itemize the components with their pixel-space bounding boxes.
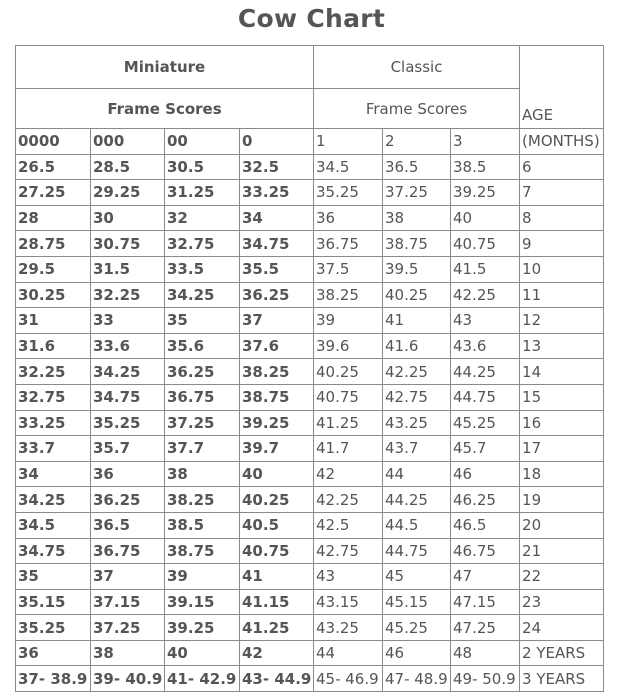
miniature-frame-scores-header: Frame Scores (16, 89, 314, 129)
frame-score-cell: 36.75 (91, 538, 165, 564)
frame-score-cell: 33 (91, 308, 165, 334)
frame-score-cell: 48 (451, 640, 520, 666)
cow-chart-table (15, 45, 604, 692)
frame-score-cell: 49- 50.9 (451, 666, 520, 692)
age-cell: 23 (520, 589, 604, 615)
frame-score-cell: 42 (240, 640, 314, 666)
table-row (16, 359, 604, 385)
column-header-row (16, 129, 604, 155)
frame-score-cell: 43.15 (314, 589, 383, 615)
frame-score-cell: 35.5 (240, 256, 314, 282)
age-cell: 22 (520, 564, 604, 590)
frame-score-cell: 46.25 (451, 487, 520, 513)
frame-score-cell: 35 (165, 308, 240, 334)
frame-score-cell: 36.5 (91, 512, 165, 538)
frame-score-cell: 30.5 (165, 154, 240, 180)
frame-score-cell: 45- 46.9 (314, 666, 383, 692)
frame-score-cell: 35.6 (165, 333, 240, 359)
frame-score-cell: 46 (451, 461, 520, 487)
frame-score-cell: 39.25 (165, 615, 240, 641)
frame-score-cell: 39.15 (165, 589, 240, 615)
frame-score-cell: 36.25 (240, 282, 314, 308)
frame-score-cell: 37 (91, 564, 165, 590)
frame-score-cell: 45.7 (451, 436, 520, 462)
column-header-cell: 1 (314, 129, 383, 155)
frame-score-cell: 40.75 (451, 231, 520, 257)
frame-score-cell: 28.5 (91, 154, 165, 180)
frame-score-cell: 32.5 (240, 154, 314, 180)
frame-score-cell: 37.6 (240, 333, 314, 359)
frame-score-cell: 36.75 (314, 231, 383, 257)
frame-score-cell: 32.75 (165, 231, 240, 257)
frame-score-cell: 43 (451, 308, 520, 334)
frame-score-cell: 37.25 (165, 410, 240, 436)
frame-score-cell: 39.25 (451, 180, 520, 206)
frame-score-cell: 28.75 (16, 231, 91, 257)
frame-score-cell: 36 (91, 461, 165, 487)
age-cell: 18 (520, 461, 604, 487)
frame-score-cell: 34.75 (91, 384, 165, 410)
frame-score-cell: 44.25 (383, 487, 451, 513)
classic-frame-scores-header: Frame Scores (314, 89, 520, 129)
frame-score-cell: 44 (314, 640, 383, 666)
frame-score-cell: 38.25 (240, 359, 314, 385)
frame-score-cell: 35.25 (16, 615, 91, 641)
column-header-cell: 0000 (16, 129, 91, 155)
frame-score-cell: 47 (451, 564, 520, 590)
table-row (16, 589, 604, 615)
frame-score-cell: 41 (240, 564, 314, 590)
column-header-cell: 2 (383, 129, 451, 155)
frame-score-cell: 33.25 (240, 180, 314, 206)
age-cell: 12 (520, 308, 604, 334)
frame-score-cell: 41 (383, 308, 451, 334)
frame-score-cell: 40 (165, 640, 240, 666)
page-title: Cow Chart (237, 4, 386, 33)
table-row (16, 666, 604, 692)
frame-score-cell: 30.75 (91, 231, 165, 257)
age-cell: 15 (520, 384, 604, 410)
frame-score-cell: 45 (383, 564, 451, 590)
age-cell: 24 (520, 615, 604, 641)
table-row (16, 384, 604, 410)
frame-score-cell: 35 (16, 564, 91, 590)
table-row (16, 154, 604, 180)
frame-score-cell: 41.25 (314, 410, 383, 436)
table-row (16, 333, 604, 359)
table-row (16, 538, 604, 564)
frame-score-cell: 43- 44.9 (240, 666, 314, 692)
frame-score-cell: 39.7 (240, 436, 314, 462)
frame-score-cell: 37.7 (165, 436, 240, 462)
frame-score-cell: 38.25 (165, 487, 240, 513)
frame-score-cell: 35.15 (16, 589, 91, 615)
frame-score-cell: 44.75 (451, 384, 520, 410)
frame-score-cell: 38.75 (240, 384, 314, 410)
frame-score-cell: 34.25 (16, 487, 91, 513)
age-cell: 13 (520, 333, 604, 359)
frame-score-cell: 35.25 (91, 410, 165, 436)
frame-score-cell: 42.5 (314, 512, 383, 538)
frame-score-cell: 35.25 (314, 180, 383, 206)
frame-score-cell: 28 (16, 205, 91, 231)
frame-score-cell: 38.5 (165, 512, 240, 538)
age-cell: 17 (520, 436, 604, 462)
frame-score-cell: 38 (91, 640, 165, 666)
frame-score-cell: 47.15 (451, 589, 520, 615)
frame-score-cell: 41- 42.9 (165, 666, 240, 692)
frame-score-cell: 43.7 (383, 436, 451, 462)
frame-score-cell: 34 (16, 461, 91, 487)
frame-score-cell: 39 (165, 564, 240, 590)
frame-score-cell: 32.25 (16, 359, 91, 385)
frame-score-cell: 43.25 (383, 410, 451, 436)
frame-score-cell: 43.25 (314, 615, 383, 641)
frame-score-cell: 38.75 (165, 538, 240, 564)
frame-score-cell: 46.75 (451, 538, 520, 564)
frame-score-cell: 39 (314, 308, 383, 334)
frame-scores-row (16, 89, 604, 129)
age-cell: 14 (520, 359, 604, 385)
frame-score-cell: 41.25 (240, 615, 314, 641)
frame-score-cell: 32 (165, 205, 240, 231)
frame-score-cell: 41.5 (451, 256, 520, 282)
table-row (16, 410, 604, 436)
frame-score-cell: 37.25 (91, 615, 165, 641)
frame-score-cell: 40.25 (314, 359, 383, 385)
frame-score-cell: 32.25 (91, 282, 165, 308)
table-row (16, 640, 604, 666)
table-row (16, 231, 604, 257)
frame-score-cell: 40.25 (383, 282, 451, 308)
frame-score-cell: 47.25 (451, 615, 520, 641)
frame-score-cell: 36 (16, 640, 91, 666)
table-row (16, 205, 604, 231)
frame-score-cell: 34.75 (240, 231, 314, 257)
frame-score-cell: 46.5 (451, 512, 520, 538)
age-cell: 20 (520, 512, 604, 538)
frame-score-cell: 41.15 (240, 589, 314, 615)
age-cell: 10 (520, 256, 604, 282)
frame-score-cell: 36.75 (165, 384, 240, 410)
frame-score-cell: 29.25 (91, 180, 165, 206)
frame-score-cell: 31.5 (91, 256, 165, 282)
frame-score-cell: 46 (383, 640, 451, 666)
age-header: AGE (520, 46, 604, 129)
frame-score-cell: 45.25 (451, 410, 520, 436)
frame-score-cell: 43.6 (451, 333, 520, 359)
frame-score-cell: 41.7 (314, 436, 383, 462)
frame-score-cell: 37.15 (91, 589, 165, 615)
frame-score-cell: 33.5 (165, 256, 240, 282)
frame-score-cell: 37- 38.9 (16, 666, 91, 692)
frame-score-cell: 42.75 (314, 538, 383, 564)
frame-score-cell: 44.5 (383, 512, 451, 538)
frame-score-cell: 45.25 (383, 615, 451, 641)
frame-score-cell: 33.6 (91, 333, 165, 359)
column-header-cell: 0 (240, 129, 314, 155)
column-header-cell: (MONTHS) (520, 129, 604, 155)
frame-score-cell: 42.25 (314, 487, 383, 513)
frame-score-cell: 40 (240, 461, 314, 487)
frame-score-cell: 31.6 (16, 333, 91, 359)
frame-score-cell: 44 (383, 461, 451, 487)
frame-score-cell: 34.25 (91, 359, 165, 385)
frame-score-cell: 40.75 (314, 384, 383, 410)
frame-score-cell: 38.75 (383, 231, 451, 257)
frame-score-cell: 40.75 (240, 538, 314, 564)
table-row (16, 256, 604, 282)
group-header-row (16, 46, 604, 89)
table-row (16, 461, 604, 487)
frame-score-cell: 30.25 (16, 282, 91, 308)
frame-score-cell: 43 (314, 564, 383, 590)
frame-score-cell: 35.7 (91, 436, 165, 462)
frame-score-cell: 31.25 (165, 180, 240, 206)
age-cell: 3 YEARS (520, 666, 604, 692)
frame-score-cell: 39- 40.9 (91, 666, 165, 692)
age-cell: 7 (520, 180, 604, 206)
frame-score-cell: 36.5 (383, 154, 451, 180)
frame-score-cell: 42.75 (383, 384, 451, 410)
age-cell: 9 (520, 231, 604, 257)
frame-score-cell: 36.25 (91, 487, 165, 513)
frame-score-cell: 45.15 (383, 589, 451, 615)
age-cell: 16 (520, 410, 604, 436)
frame-score-cell: 47- 48.9 (383, 666, 451, 692)
frame-score-cell: 40 (451, 205, 520, 231)
table-row (16, 564, 604, 590)
table-row (16, 487, 604, 513)
miniature-header: Miniature (16, 46, 314, 89)
column-header-cell: 000 (91, 129, 165, 155)
frame-score-cell: 30 (91, 205, 165, 231)
frame-score-cell: 34.75 (16, 538, 91, 564)
frame-score-cell: 34.25 (165, 282, 240, 308)
frame-score-cell: 42.25 (383, 359, 451, 385)
frame-score-cell: 37.5 (314, 256, 383, 282)
frame-score-cell: 44.75 (383, 538, 451, 564)
frame-score-cell: 34.5 (16, 512, 91, 538)
frame-score-cell: 31 (16, 308, 91, 334)
frame-score-cell: 29.5 (16, 256, 91, 282)
frame-score-cell: 39.6 (314, 333, 383, 359)
frame-score-cell: 38 (383, 205, 451, 231)
frame-score-cell: 40.25 (240, 487, 314, 513)
table-row (16, 180, 604, 206)
frame-score-cell: 42 (314, 461, 383, 487)
age-cell: 19 (520, 487, 604, 513)
frame-score-cell: 39.25 (240, 410, 314, 436)
frame-score-cell: 32.75 (16, 384, 91, 410)
frame-score-cell: 33.25 (16, 410, 91, 436)
frame-score-cell: 37 (240, 308, 314, 334)
frame-score-cell: 38.25 (314, 282, 383, 308)
age-cell: 6 (520, 154, 604, 180)
age-cell: 11 (520, 282, 604, 308)
frame-score-cell: 36.25 (165, 359, 240, 385)
frame-score-cell: 33.7 (16, 436, 91, 462)
table-row (16, 282, 604, 308)
frame-score-cell: 40.5 (240, 512, 314, 538)
age-cell: 2 YEARS (520, 640, 604, 666)
classic-header: Classic (314, 46, 520, 89)
frame-score-cell: 44.25 (451, 359, 520, 385)
column-header-cell: 3 (451, 129, 520, 155)
table-row (16, 615, 604, 641)
frame-score-cell: 38.5 (451, 154, 520, 180)
frame-score-cell: 38 (165, 461, 240, 487)
frame-score-cell: 34.5 (314, 154, 383, 180)
frame-score-cell: 34 (240, 205, 314, 231)
frame-score-cell: 36 (314, 205, 383, 231)
frame-score-cell: 26.5 (16, 154, 91, 180)
frame-score-cell: 39.5 (383, 256, 451, 282)
frame-score-cell: 41.6 (383, 333, 451, 359)
frame-score-cell: 42.25 (451, 282, 520, 308)
table-row (16, 436, 604, 462)
age-cell: 21 (520, 538, 604, 564)
age-cell: 8 (520, 205, 604, 231)
column-header-cell: 00 (165, 129, 240, 155)
table-row (16, 512, 604, 538)
frame-score-cell: 37.25 (383, 180, 451, 206)
frame-score-cell: 27.25 (16, 180, 91, 206)
table-row (16, 308, 604, 334)
